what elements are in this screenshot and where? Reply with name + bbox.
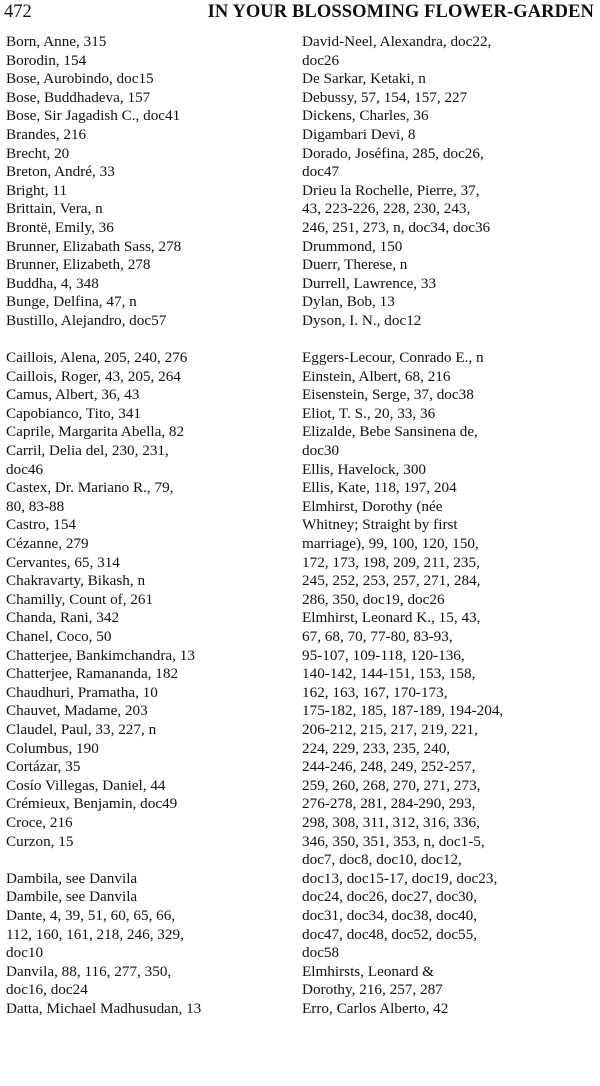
index-entry-continuation: Whitney; Straight by first bbox=[302, 516, 458, 534]
index-entry bbox=[6, 312, 291, 331]
index-entry-line: Elizalde, Bebe Sansinena de, bbox=[302, 423, 478, 441]
index-entry bbox=[302, 386, 598, 405]
index-entry-line: Caillois, Alena, 205, 240, 276 bbox=[6, 349, 188, 367]
running-title: IN YOUR BLOSSOMING FLOWER-GARDEN bbox=[207, 2, 594, 22]
index-entry bbox=[302, 182, 598, 238]
index-entry-line: Chanda, Rani, 342 bbox=[6, 609, 120, 627]
index-entry-line: Bunge, Delfina, 47, n bbox=[6, 293, 137, 311]
index-entry-line: Eggers-Lecour, Conrado E., n bbox=[302, 349, 484, 367]
index-entry-continuation: Dorothy, 216, 257, 287 bbox=[302, 981, 443, 999]
index-entry-continuation: 43, 223-226, 228, 230, 243, bbox=[302, 200, 471, 218]
index-entry-continuation: marriage), 99, 100, 120, 150, bbox=[302, 535, 479, 553]
index-entry-line: Brandes, 216 bbox=[6, 125, 87, 143]
index-entry bbox=[6, 442, 291, 479]
index-entry bbox=[6, 52, 291, 71]
index-entry-continuation: doc26 bbox=[302, 51, 340, 69]
index-entry-line: Chamilly, Count of, 261 bbox=[6, 590, 154, 608]
index-entry bbox=[302, 312, 598, 331]
section-gap bbox=[6, 851, 291, 870]
index-entry-line: Bose, Sir Jagadish C., doc41 bbox=[6, 107, 181, 125]
index-entry-line: Columbus, 190 bbox=[6, 739, 99, 757]
index-entry-line: Digambari Devi, 8 bbox=[302, 125, 416, 143]
index-entry bbox=[6, 33, 291, 52]
index-entry-line: Brecht, 20 bbox=[6, 144, 70, 162]
index-entry bbox=[302, 368, 598, 387]
index-entry bbox=[6, 758, 291, 777]
index-entry bbox=[6, 814, 291, 833]
index-entry-line: Drieu la Rochelle, Pierre, 37, bbox=[302, 181, 480, 199]
index-entry bbox=[302, 349, 598, 368]
index-entry bbox=[302, 89, 598, 108]
index-entry bbox=[6, 163, 291, 182]
index-entry bbox=[6, 740, 291, 759]
index-entry bbox=[302, 461, 598, 480]
index-entry-continuation: doc31, doc34, doc38, doc40, bbox=[302, 906, 478, 924]
index-entry-line: Carril, Delia del, 230, 231, bbox=[6, 442, 169, 460]
index-entry-continuation: 172, 173, 198, 209, 211, 235, bbox=[302, 553, 480, 571]
index-entry-continuation: doc7, doc8, doc10, doc12, bbox=[302, 851, 462, 869]
index-entry bbox=[6, 665, 291, 684]
index-entry bbox=[302, 33, 598, 70]
index-entry-line: Curzon, 15 bbox=[6, 832, 74, 850]
index-entry bbox=[6, 870, 291, 889]
index-entry bbox=[302, 405, 598, 424]
index-entry-line: Dambila, see Danvila bbox=[6, 869, 138, 887]
index-entry-continuation: doc30 bbox=[302, 442, 340, 460]
index-entry bbox=[302, 479, 598, 498]
index-entry-line: Cosío Villegas, Daniel, 44 bbox=[6, 776, 166, 794]
index-entry-line: Cortázar, 35 bbox=[6, 758, 81, 776]
index-entry bbox=[302, 256, 598, 275]
index-entry bbox=[302, 70, 598, 89]
index-entry-line: Erro, Carlos Alberto, 42 bbox=[302, 999, 449, 1017]
index-entry-line: Brunner, Elizabeth, 278 bbox=[6, 256, 151, 274]
index-entry-line: Elmhirst, Dorothy (née bbox=[302, 497, 443, 515]
index-entry-line: Buddha, 4, 348 bbox=[6, 274, 99, 292]
index-entry-line: Dante, 4, 39, 51, 60, 65, 66, bbox=[6, 906, 176, 924]
section-gap bbox=[6, 331, 291, 350]
index-entry-continuation: doc46 bbox=[6, 460, 44, 478]
index-entry-line: Borodin, 154 bbox=[6, 51, 87, 69]
index-entry bbox=[302, 293, 598, 312]
index-entry-continuation: 276-278, 281, 284-290, 293, bbox=[302, 795, 476, 813]
index-entry bbox=[6, 572, 291, 591]
index-entry-line: Castex, Dr. Mariano R., 79, bbox=[6, 479, 174, 497]
index-entry-line: Chauvet, Madame, 203 bbox=[6, 702, 148, 720]
index-entry-continuation: doc16, doc24 bbox=[6, 981, 88, 999]
index-entry bbox=[302, 145, 598, 182]
index-entry-continuation: doc47 bbox=[302, 163, 340, 181]
index-entry bbox=[6, 405, 291, 424]
index-entry bbox=[6, 256, 291, 275]
index-entry bbox=[6, 293, 291, 312]
index-entry-line: Brunner, Elizabath Sass, 278 bbox=[6, 237, 182, 255]
index-entry-line: Caillois, Roger, 43, 205, 264 bbox=[6, 367, 181, 385]
index-entry-line: Capobianco, Tito, 341 bbox=[6, 404, 142, 422]
index-entry-line: Brittain, Vera, n bbox=[6, 200, 103, 218]
index-entry-line: Debussy, 57, 154, 157, 227 bbox=[302, 88, 468, 106]
index-entry bbox=[6, 126, 291, 145]
index-entry-line: De Sarkar, Ketaki, n bbox=[302, 70, 426, 88]
index-entry-continuation: 67, 68, 70, 77-80, 83-93, bbox=[302, 628, 453, 645]
index-entry bbox=[302, 423, 598, 460]
index-entry bbox=[6, 647, 291, 666]
index-entry-line: Dickens, Charles, 36 bbox=[302, 107, 429, 125]
index-entry-continuation: 246, 251, 273, n, doc34, doc36 bbox=[302, 218, 491, 236]
index-entry-continuation: 259, 260, 268, 270, 271, 273, bbox=[302, 776, 481, 794]
index-entry-continuation: 346, 350, 351, 353, n, doc1-5, bbox=[302, 832, 485, 850]
index-entry-continuation: 175-182, 185, 187-189, 194-204, bbox=[302, 702, 504, 720]
index-entry-line: Duerr, Therese, n bbox=[302, 256, 408, 274]
index-entry bbox=[6, 145, 291, 164]
index-entry-line: Chatterjee, Bankimchandra, 13 bbox=[6, 646, 195, 664]
index-entry-line: Dyson, I. N., doc12 bbox=[302, 311, 422, 329]
index-entry-continuation: 206-212, 215, 217, 219, 221, bbox=[302, 720, 478, 738]
index-entry bbox=[302, 107, 598, 126]
index-entry bbox=[302, 238, 598, 257]
index-entry-continuation: 244-246, 248, 249, 252-257, bbox=[302, 758, 476, 776]
page-header bbox=[4, 2, 594, 26]
index-entry-line: Elmhirsts, Leonard & bbox=[302, 962, 435, 980]
index-entry-continuation: 112, 160, 161, 218, 246, 329, bbox=[6, 925, 184, 943]
index-entry bbox=[6, 349, 291, 368]
index-entry-continuation: 286, 350, doc19, doc26 bbox=[302, 590, 445, 608]
index-entry bbox=[6, 368, 291, 387]
index-entry-continuation: 224, 229, 233, 235, 240, bbox=[302, 739, 451, 757]
index-entry bbox=[6, 386, 291, 405]
index-entry-line: Eliot, T. S., 20, 33, 36 bbox=[302, 404, 436, 422]
index-entry bbox=[302, 498, 598, 610]
index-entry-line: Durrell, Lawrence, 33 bbox=[302, 274, 437, 292]
index-entry bbox=[6, 70, 291, 89]
index-entry-continuation: doc24, doc26, doc27, doc30, bbox=[302, 888, 478, 906]
index-entry bbox=[6, 795, 291, 814]
index-entry-line: Dorado, Joséfina, 285, doc26, bbox=[302, 144, 484, 162]
index-entry-continuation: doc58 bbox=[302, 944, 340, 962]
index-entry-continuation: doc10 bbox=[6, 944, 44, 962]
page-number: 472 bbox=[4, 2, 32, 22]
index-entry bbox=[6, 219, 291, 238]
index-entry-line: Crémieux, Benjamin, doc49 bbox=[6, 795, 178, 813]
index-entry-line: Ellis, Kate, 118, 197, 204 bbox=[302, 479, 457, 497]
index-entry bbox=[6, 238, 291, 257]
index-entry-line: Chatterjee, Ramananda, 182 bbox=[6, 665, 179, 683]
index-entry bbox=[6, 888, 291, 907]
index-entry-line: Breton, André, 33 bbox=[6, 163, 115, 181]
index-entry-line: Dambile, see Danvila bbox=[6, 888, 138, 906]
index-entry-line: Bustillo, Alejandro, doc57 bbox=[6, 311, 167, 329]
index-entry-line: Bose, Aurobindo, doc15 bbox=[6, 70, 154, 88]
index-entry-continuation: 80, 83-88 bbox=[6, 497, 65, 515]
index-entry bbox=[6, 609, 291, 628]
index-entry-line: Camus, Albert, 36, 43 bbox=[6, 386, 140, 404]
index-entry-line: Claudel, Paul, 33, 227, n bbox=[6, 720, 157, 738]
index-entry bbox=[6, 423, 291, 442]
index-entry-continuation: 140-142, 144-151, 153, 158, bbox=[302, 665, 476, 683]
index-entry-line: Chakravarty, Bikash, n bbox=[6, 572, 146, 590]
index-entry bbox=[6, 89, 291, 108]
index-entry bbox=[6, 777, 291, 796]
index-entry bbox=[6, 516, 291, 535]
index-entry-line: Danvila, 88, 116, 277, 350, bbox=[6, 962, 172, 980]
index-entry bbox=[6, 479, 291, 516]
index-entry-line: David-Neel, Alexandra, doc22, bbox=[302, 33, 492, 50]
index-entry bbox=[6, 833, 291, 852]
index-entry-continuation: 162, 163, 167, 170-173, bbox=[302, 683, 448, 701]
index-entry-continuation: 245, 252, 253, 257, 271, 284, bbox=[302, 572, 481, 590]
index-entry-line: Elmhirst, Leonard K., 15, 43, bbox=[302, 609, 481, 627]
index-entry bbox=[6, 684, 291, 703]
index-entry-line: Dylan, Bob, 13 bbox=[302, 293, 395, 311]
index-entry bbox=[6, 591, 291, 610]
index-entry-continuation: 298, 308, 311, 312, 316, 336, bbox=[302, 813, 480, 831]
index-entry-line: Datta, Michael Madhusudan, 13 bbox=[6, 999, 202, 1017]
index-entry-line: Bose, Buddhadeva, 157 bbox=[6, 88, 151, 106]
index-entry bbox=[6, 702, 291, 721]
index-entry-line: Drummond, 150 bbox=[302, 237, 403, 255]
index-entry-line: Chaudhuri, Pramatha, 10 bbox=[6, 683, 158, 701]
index-entry-line: Castro, 154 bbox=[6, 516, 77, 534]
index-entry bbox=[6, 628, 291, 647]
index-entry-line: Cézanne, 279 bbox=[6, 535, 89, 553]
index-entry-line: Cervantes, 65, 314 bbox=[6, 553, 120, 571]
index-entry bbox=[6, 963, 291, 1000]
index-entry-line: Croce, 216 bbox=[6, 813, 73, 831]
index-entry bbox=[302, 275, 598, 294]
index-column-left bbox=[6, 33, 291, 1018]
index-entry bbox=[6, 554, 291, 573]
index-entry bbox=[6, 721, 291, 740]
index-entry bbox=[302, 126, 598, 145]
index-entry bbox=[6, 907, 291, 963]
index-entry bbox=[6, 275, 291, 294]
index-entry bbox=[6, 1000, 291, 1019]
index-column-right bbox=[302, 33, 598, 1018]
index-entry-line: Born, Anne, 315 bbox=[6, 33, 107, 50]
index-entry-line: Bright, 11 bbox=[6, 181, 68, 199]
index-entry-line: Ellis, Havelock, 300 bbox=[302, 460, 427, 478]
index-entry-continuation: doc47, doc48, doc52, doc55, bbox=[302, 925, 478, 943]
index-entry-line: Chanel, Coco, 50 bbox=[6, 628, 112, 645]
index-entry-line: Caprile, Margarita Abella, 82 bbox=[6, 423, 185, 441]
index-entry bbox=[302, 963, 598, 1000]
index-entry-line: Brontë, Emily, 36 bbox=[6, 218, 114, 236]
index-entry-continuation: doc13, doc15-17, doc19, doc23, bbox=[302, 869, 498, 887]
index-entry bbox=[6, 200, 291, 219]
index-entry-line: Einstein, Albert, 68, 216 bbox=[302, 367, 451, 385]
index-entry bbox=[302, 1000, 598, 1019]
index-entry bbox=[6, 107, 291, 126]
index-entry-continuation: 95-107, 109-118, 120-136, bbox=[302, 646, 465, 664]
index-entry bbox=[6, 182, 291, 201]
index-entry-line: Eisenstein, Serge, 37, doc38 bbox=[302, 386, 474, 404]
index-entry bbox=[302, 609, 598, 962]
index-entry bbox=[6, 535, 291, 554]
section-gap bbox=[302, 331, 598, 350]
